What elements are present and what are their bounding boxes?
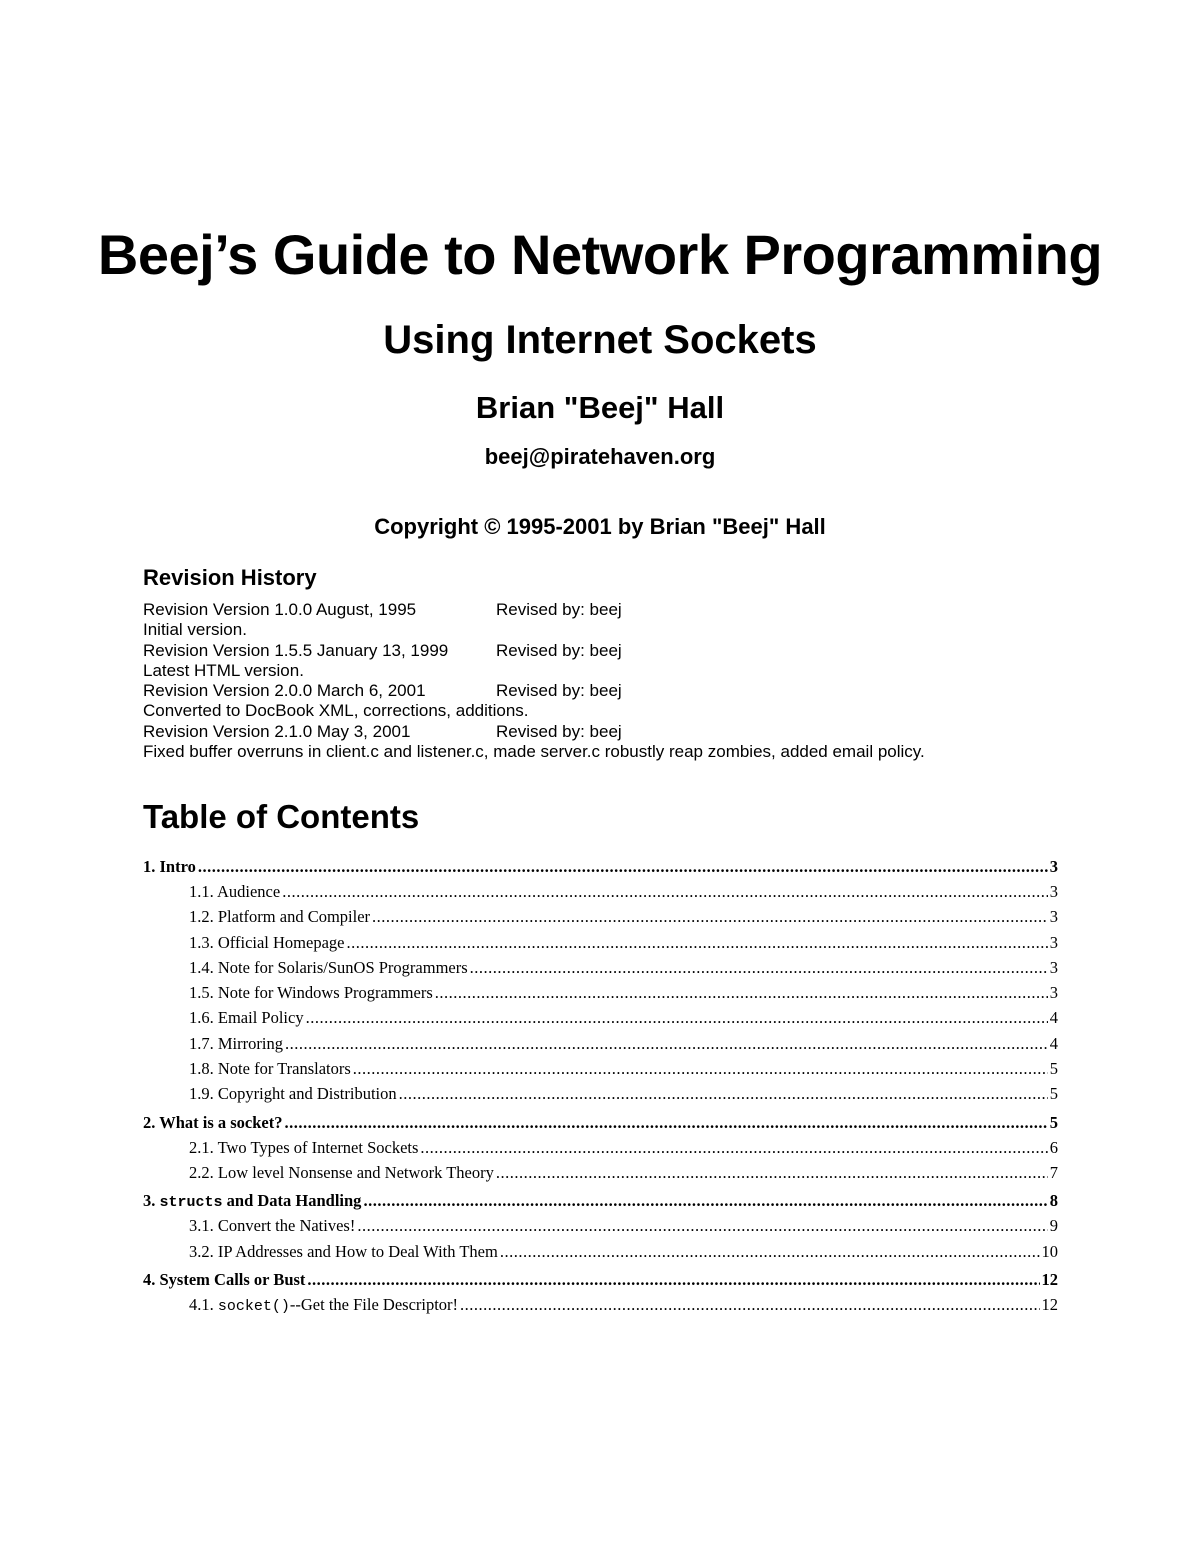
toc-page-number: 3: [1049, 983, 1058, 1003]
toc-section-label: 1.1. Audience: [189, 882, 281, 901]
toc-section-label: 1.3. Official Homepage: [189, 932, 345, 952]
toc-section-homepage[interactable]: [143, 933, 1058, 958]
toc-chapter-socket[interactable]: [143, 1110, 1058, 1138]
toc-label-suffix: and Data Handling: [222, 1191, 362, 1211]
toc-leader-dots: [307, 1270, 1039, 1290]
toc-label-prefix: 4.1.: [189, 1294, 218, 1314]
toc-heading: Table of Contents: [143, 798, 420, 835]
toc-leader-dots: [282, 882, 1048, 902]
toc-chapter-label: 2. What is a socket?: [143, 1112, 283, 1132]
toc-page-number: 5: [1049, 1059, 1058, 1079]
table-of-contents: [143, 854, 1058, 1320]
toc-leader-dots: [435, 983, 1048, 1003]
toc-section-copyright[interactable]: [143, 1084, 1058, 1109]
toc-page-number: 8: [1049, 1191, 1058, 1211]
revision-version: Revision Version 1.5.5 January 13, 1999: [143, 640, 449, 660]
revision-author: Revised by: beej: [496, 640, 622, 660]
toc-chapter-label: [143, 1191, 361, 1211]
toc-section-audience[interactable]: [143, 882, 1058, 907]
toc-section-label: 2.1. Two Types of Internet Sockets: [189, 1137, 419, 1157]
toc-page-number: 3: [1049, 957, 1058, 977]
toc-leader-dots: [399, 1084, 1048, 1104]
toc-section-network-theory[interactable]: [143, 1163, 1058, 1188]
revision-description: Fixed buffer overruns in client.c and listener.c, made server.c robustly reap zombies, added email policy.: [143, 742, 925, 762]
toc-section-email-policy[interactable]: [143, 1008, 1058, 1033]
toc-page-number: 12: [1041, 1294, 1058, 1314]
revision-description: Converted to DocBook XML, corrections, additions.: [143, 701, 529, 721]
author-email: beej@piratehaven.org: [484, 444, 716, 469]
toc-leader-dots: [285, 1034, 1048, 1054]
revision-description: Initial version.: [143, 620, 247, 640]
revision-author: Revised by: beej: [496, 721, 622, 741]
toc-leader-dots: [372, 907, 1048, 927]
toc-section-label: 1.8. Note for Translators: [189, 1059, 351, 1079]
toc-section-label: 1.9. Copyright and Distribution: [189, 1084, 397, 1104]
author-name: Brian "Beej" Hall: [475, 390, 725, 425]
revision-description: Latest HTML version.: [143, 660, 304, 680]
toc-section-socket-types[interactable]: [143, 1138, 1058, 1163]
toc-page-number: 4: [1049, 1008, 1058, 1028]
toc-page-number: 10: [1041, 1241, 1058, 1261]
toc-leader-dots: [285, 1113, 1048, 1133]
toc-leader-dots: [346, 933, 1047, 953]
toc-label-code: structs: [159, 1194, 223, 1212]
revision-history-list: [143, 600, 1103, 762]
toc-section-socket-call[interactable]: [143, 1295, 1058, 1320]
toc-section-convert-natives[interactable]: [143, 1216, 1058, 1241]
toc-page-number: 3: [1049, 882, 1058, 901]
toc-section-label: 3.1. Convert the Natives!: [189, 1216, 356, 1236]
toc-section-mirroring[interactable]: [143, 1034, 1058, 1059]
toc-section-label: 1.7. Mirroring: [189, 1033, 283, 1053]
toc-leader-dots: [306, 1008, 1048, 1028]
document-title: Beej’s Guide to Network Programming: [97, 223, 1103, 286]
toc-label-prefix: 3.: [143, 1191, 160, 1211]
revision-entry: [143, 641, 1103, 661]
toc-page-number: 3: [1049, 857, 1058, 876]
copyright-notice: Copyright © 1995-2001 by Brian "Beej" Hall: [374, 514, 826, 539]
revision-history-heading: Revision History: [143, 565, 317, 590]
revision-version: Revision Version 2.0.0 March 6, 2001: [143, 681, 426, 701]
toc-page-number: 12: [1041, 1269, 1058, 1289]
toc-leader-dots: [198, 857, 1048, 877]
toc-leader-dots: [470, 958, 1048, 978]
revision-version: Revision Version 1.0.0 August, 1995: [143, 600, 417, 619]
toc-label-suffix: --Get the File Descriptor!: [289, 1294, 459, 1314]
toc-label-code: socket(): [217, 1297, 290, 1315]
toc-chapter-label: 1. Intro: [143, 857, 196, 876]
toc-section-label: 1.5. Note for Windows Programmers: [189, 983, 433, 1003]
toc-leader-dots: [363, 1191, 1047, 1211]
toc-leader-dots: [420, 1138, 1047, 1158]
toc-page-number: 6: [1049, 1137, 1058, 1157]
revision-entry: [143, 722, 1103, 742]
toc-section-label: 1.2. Platform and Compiler: [189, 907, 371, 927]
toc-page-number: 9: [1049, 1216, 1058, 1236]
toc-page-number: 4: [1049, 1033, 1058, 1053]
toc-leader-dots: [460, 1295, 1039, 1315]
revision-author: Revised by: beej: [496, 681, 622, 701]
toc-leader-dots: [353, 1059, 1048, 1079]
toc-section-solaris[interactable]: [143, 958, 1058, 983]
toc-section-label: [189, 1295, 458, 1315]
toc-page-number: 7: [1049, 1162, 1058, 1182]
document-subtitle: Using Internet Sockets: [383, 318, 817, 362]
toc-leader-dots: [496, 1163, 1048, 1183]
toc-chapter-structs[interactable]: [143, 1188, 1058, 1216]
toc-section-label: 3.2. IP Addresses and How to Deal With Them: [189, 1241, 498, 1261]
revision-version: Revision Version 2.1.0 May 3, 2001: [143, 721, 411, 741]
toc-leader-dots: [357, 1216, 1047, 1236]
toc-section-label: 1.6. Email Policy: [189, 1008, 304, 1028]
toc-page-number: 3: [1049, 907, 1058, 927]
toc-chapter-label: 4. System Calls or Bust: [143, 1269, 306, 1289]
toc-section-ip-addresses[interactable]: [143, 1242, 1058, 1267]
toc-page-number: 3: [1049, 932, 1058, 952]
toc-page-number: 5: [1049, 1112, 1058, 1132]
toc-page-number: 5: [1049, 1084, 1058, 1104]
revision-entry: [143, 600, 1103, 620]
revision-entry: [143, 681, 1103, 701]
toc-section-label: 1.4. Note for Solaris/SunOS Programmers: [189, 957, 468, 977]
revision-author: Revised by: beej: [496, 600, 622, 619]
toc-section-windows[interactable]: [143, 983, 1058, 1008]
toc-section-platform[interactable]: [143, 907, 1058, 932]
toc-leader-dots: [500, 1242, 1040, 1262]
toc-chapter-system-calls[interactable]: [143, 1267, 1058, 1295]
toc-section-translators[interactable]: [143, 1059, 1058, 1084]
toc-section-label: 2.2. Low level Nonsense and Network Theory: [189, 1162, 494, 1182]
toc-chapter-intro[interactable]: [143, 854, 1058, 882]
